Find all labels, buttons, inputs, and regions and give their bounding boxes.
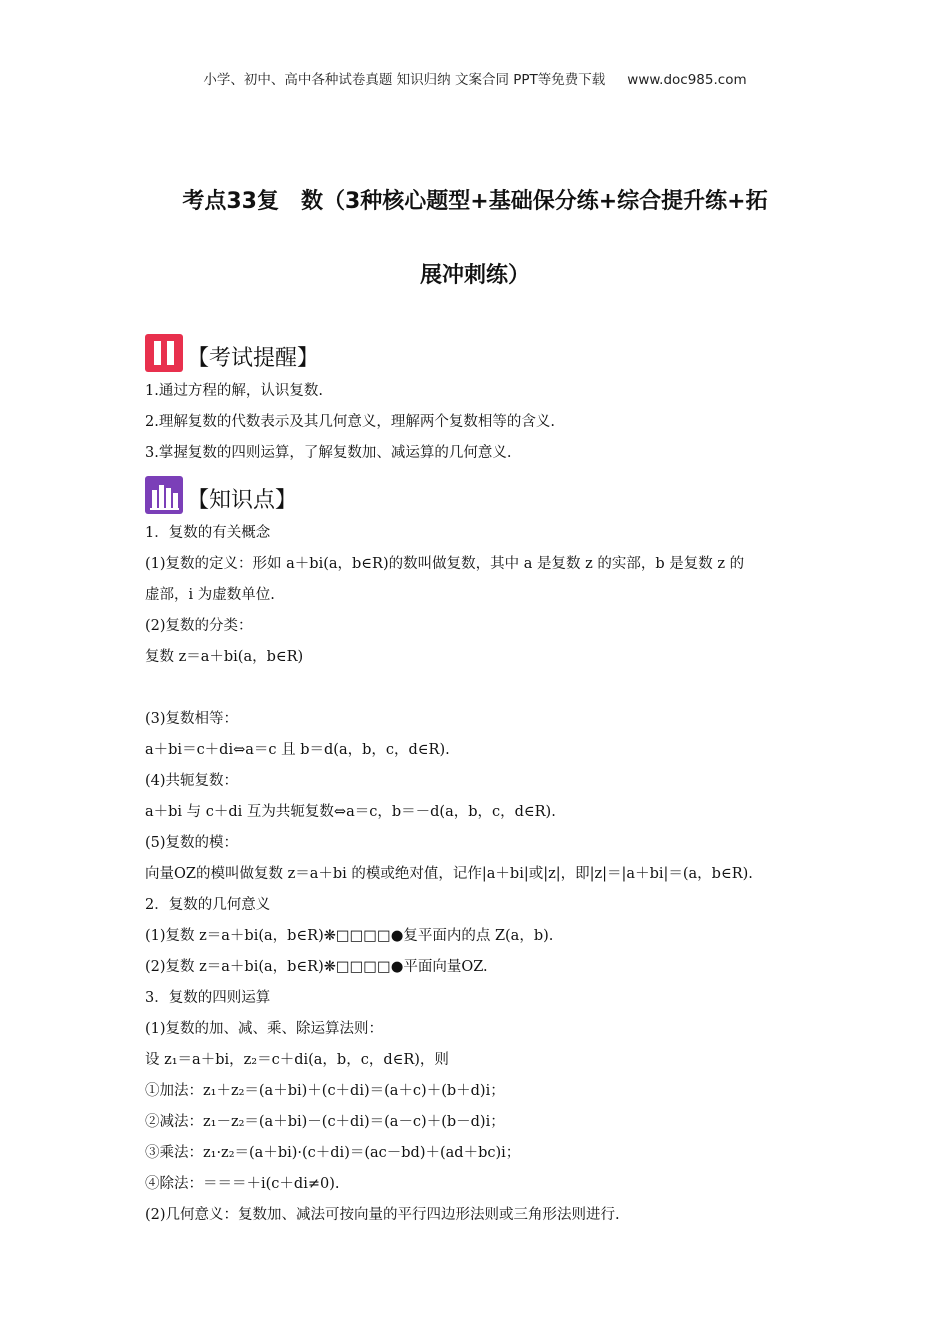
text-line: a＋bi 与 c＋di 互为共轭复数⇔a＝c，b＝－d(a，b，c，d∈R). [145,804,556,820]
exam-reminder-list [145,376,825,469]
knowledge-points-heading [145,476,297,514]
text-line: (2)复数的分类： [145,618,253,634]
list-item: 2.理解复数的代数表示及其几何意义，理解两个复数相等的含义. [145,414,555,430]
text-line: 1．复数的有关概念 [145,525,271,541]
text-line: 3．复数的四则运算 [145,990,271,1006]
list-item: 1.通过方程的解，认识复数. [145,383,323,399]
bar-chart-icon [145,476,183,514]
text-line: 2．复数的几何意义 [145,897,271,913]
text-line: 设 z₁＝a＋bi，z₂＝c＋di(a，b，c，d∈R)，则 [145,1052,449,1068]
text-line: (3)复数相等： [145,711,239,727]
doc-title-line2: 展冲刺练） [419,263,530,288]
header-text: 小学、初中、高中各种试卷真题 知识归纳 文案合同 PPT等免费下载 [203,72,606,88]
page-header [0,68,950,88]
exam-reminder-heading [145,334,319,372]
text-line: a＋bi＝c＋di⇔a＝c 且 b＝d(a，b，c，d∈R). [145,742,450,758]
text-line: (2)几何意义：复数加、减法可按向量的平行四边形法则或三角形法则进行. [145,1207,620,1223]
blank-line [145,673,825,704]
text-line: (1)复数的定义：形如 a＋bi(a，b∈R)的数叫做复数，其中 a 是复数 z 的实部，b 是复数 z 的 [145,556,745,572]
text-line: ①加法：z₁＋z₂＝(a＋bi)＋(c＋di)＝(a＋c)＋(b＋d)i； [145,1083,505,1099]
list-item: 3.掌握复数的四则运算，了解复数加、减运算的几何意义. [145,445,512,461]
text-line: (1)复数的加、减、乘、除运算法则： [145,1021,384,1037]
text-line: ②减法：z₁－z₂＝(a＋bi)－(c＋di)＝(a－c)＋(b－d)i； [145,1114,505,1130]
text-line: (2)复数 z＝a＋bi(a，b∈R)❋□□□□●平面向量OZ. [145,959,488,975]
knowledge-points-body [145,518,825,1231]
pause-bars-icon [145,334,183,372]
doc-title-line1: 考点33复 数（3种核心题型+基础保分练+综合提升练+拓 [182,189,768,214]
text-line: 复数 z＝a＋bi(a，b∈R) [145,649,304,665]
text-line: ④除法：＝＝＝＋i(c＋di≠0). [145,1176,340,1192]
header-site[interactable]: www.doc985.com [627,72,747,88]
section2-label: 【知识点】 [187,488,298,513]
text-line: 向量OZ的模叫做复数 z＝a＋bi 的模或绝对值，记作|a＋bi|或|z|，即|z|＝|a＋bi|＝(a，b∈R). [145,866,753,882]
text-line: (4)共轭复数： [145,773,239,789]
text-line: (1)复数 z＝a＋bi(a，b∈R)❋□□□□●复平面内的点 Z(a，b). [145,928,554,944]
text-line: ③乘法：z₁·z₂＝(a＋bi)·(c＋di)＝(ac－bd)＋(ad＋bc)i； [145,1145,521,1161]
text-line: 虚部，i 为虚数单位. [145,587,275,603]
text-line: (5)复数的模： [145,835,239,851]
section1-label: 【考试提醒】 [187,346,320,371]
